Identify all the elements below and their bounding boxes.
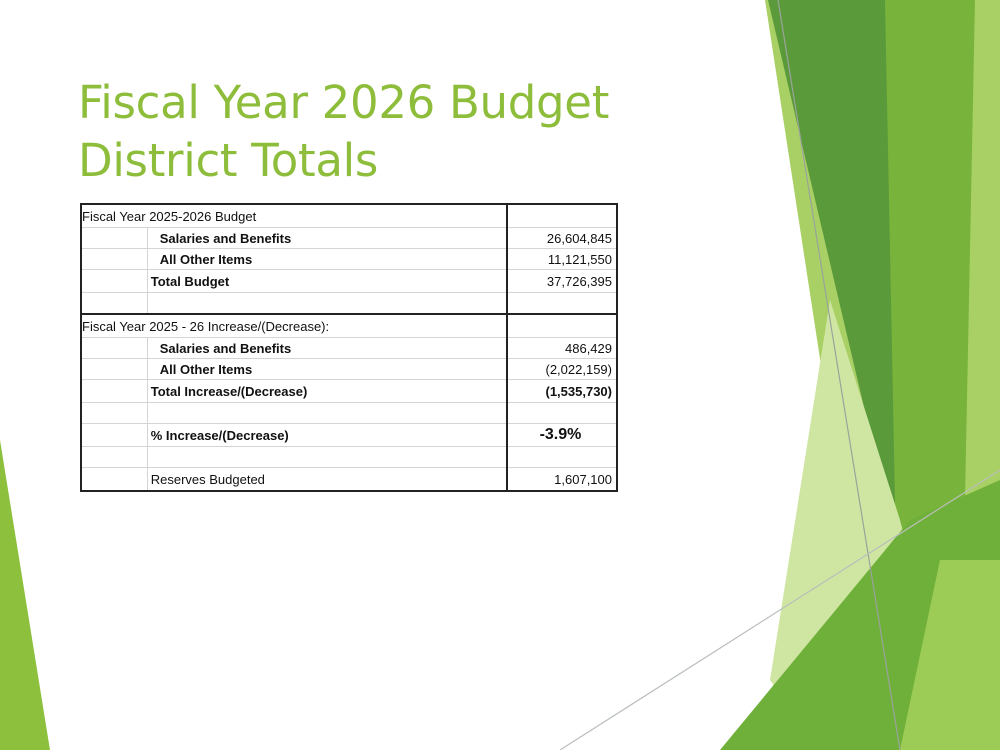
table-row [81, 249, 617, 270]
section1-heading: Fiscal Year 2025-2026 Budget [81, 204, 507, 228]
table-row [81, 204, 617, 228]
section1-total-value: 37,726,395 [507, 270, 617, 293]
table-row [81, 270, 617, 293]
table-row [81, 293, 617, 315]
section1-total-label: Total Budget [147, 270, 506, 293]
section1-other-value: 11,121,550 [507, 249, 617, 270]
section2-salaries-value: 486,429 [507, 338, 617, 359]
title-line-1: Fiscal Year 2026 Budget [78, 76, 610, 129]
table-row [81, 359, 617, 380]
table-row [81, 338, 617, 359]
section2-salaries-label: Salaries and Benefits [147, 338, 506, 359]
section2-pct-label: % Increase/(Decrease) [147, 424, 506, 447]
section1-other-label: All Other Items [147, 249, 506, 270]
section2-other-value: (2,022,159) [507, 359, 617, 380]
section2-heading: Fiscal Year 2025 - 26 Increase/(Decrease): [81, 314, 507, 338]
table-row [81, 403, 617, 424]
table-row [81, 447, 617, 468]
table-row [81, 468, 617, 492]
facet-left-sliver [0, 440, 50, 750]
section2-total-value: (1,535,730) [507, 380, 617, 403]
section2-reserves-label: Reserves Budgeted [147, 468, 506, 492]
section2-other-label: All Other Items [147, 359, 506, 380]
section2-pct-value: -3.9% [507, 424, 617, 447]
section2-total-label: Total Increase/(Decrease) [147, 380, 506, 403]
title-line-2: District Totals [78, 134, 378, 187]
section1-salaries-label: Salaries and Benefits [147, 228, 506, 249]
table-row [81, 380, 617, 403]
table-row [81, 424, 617, 447]
section1-salaries-value: 26,604,845 [507, 228, 617, 249]
table-row [81, 314, 617, 338]
table-row [81, 228, 617, 249]
section2-reserves-value: 1,607,100 [507, 468, 617, 492]
slide-title [78, 74, 609, 190]
budget-table [80, 203, 618, 492]
